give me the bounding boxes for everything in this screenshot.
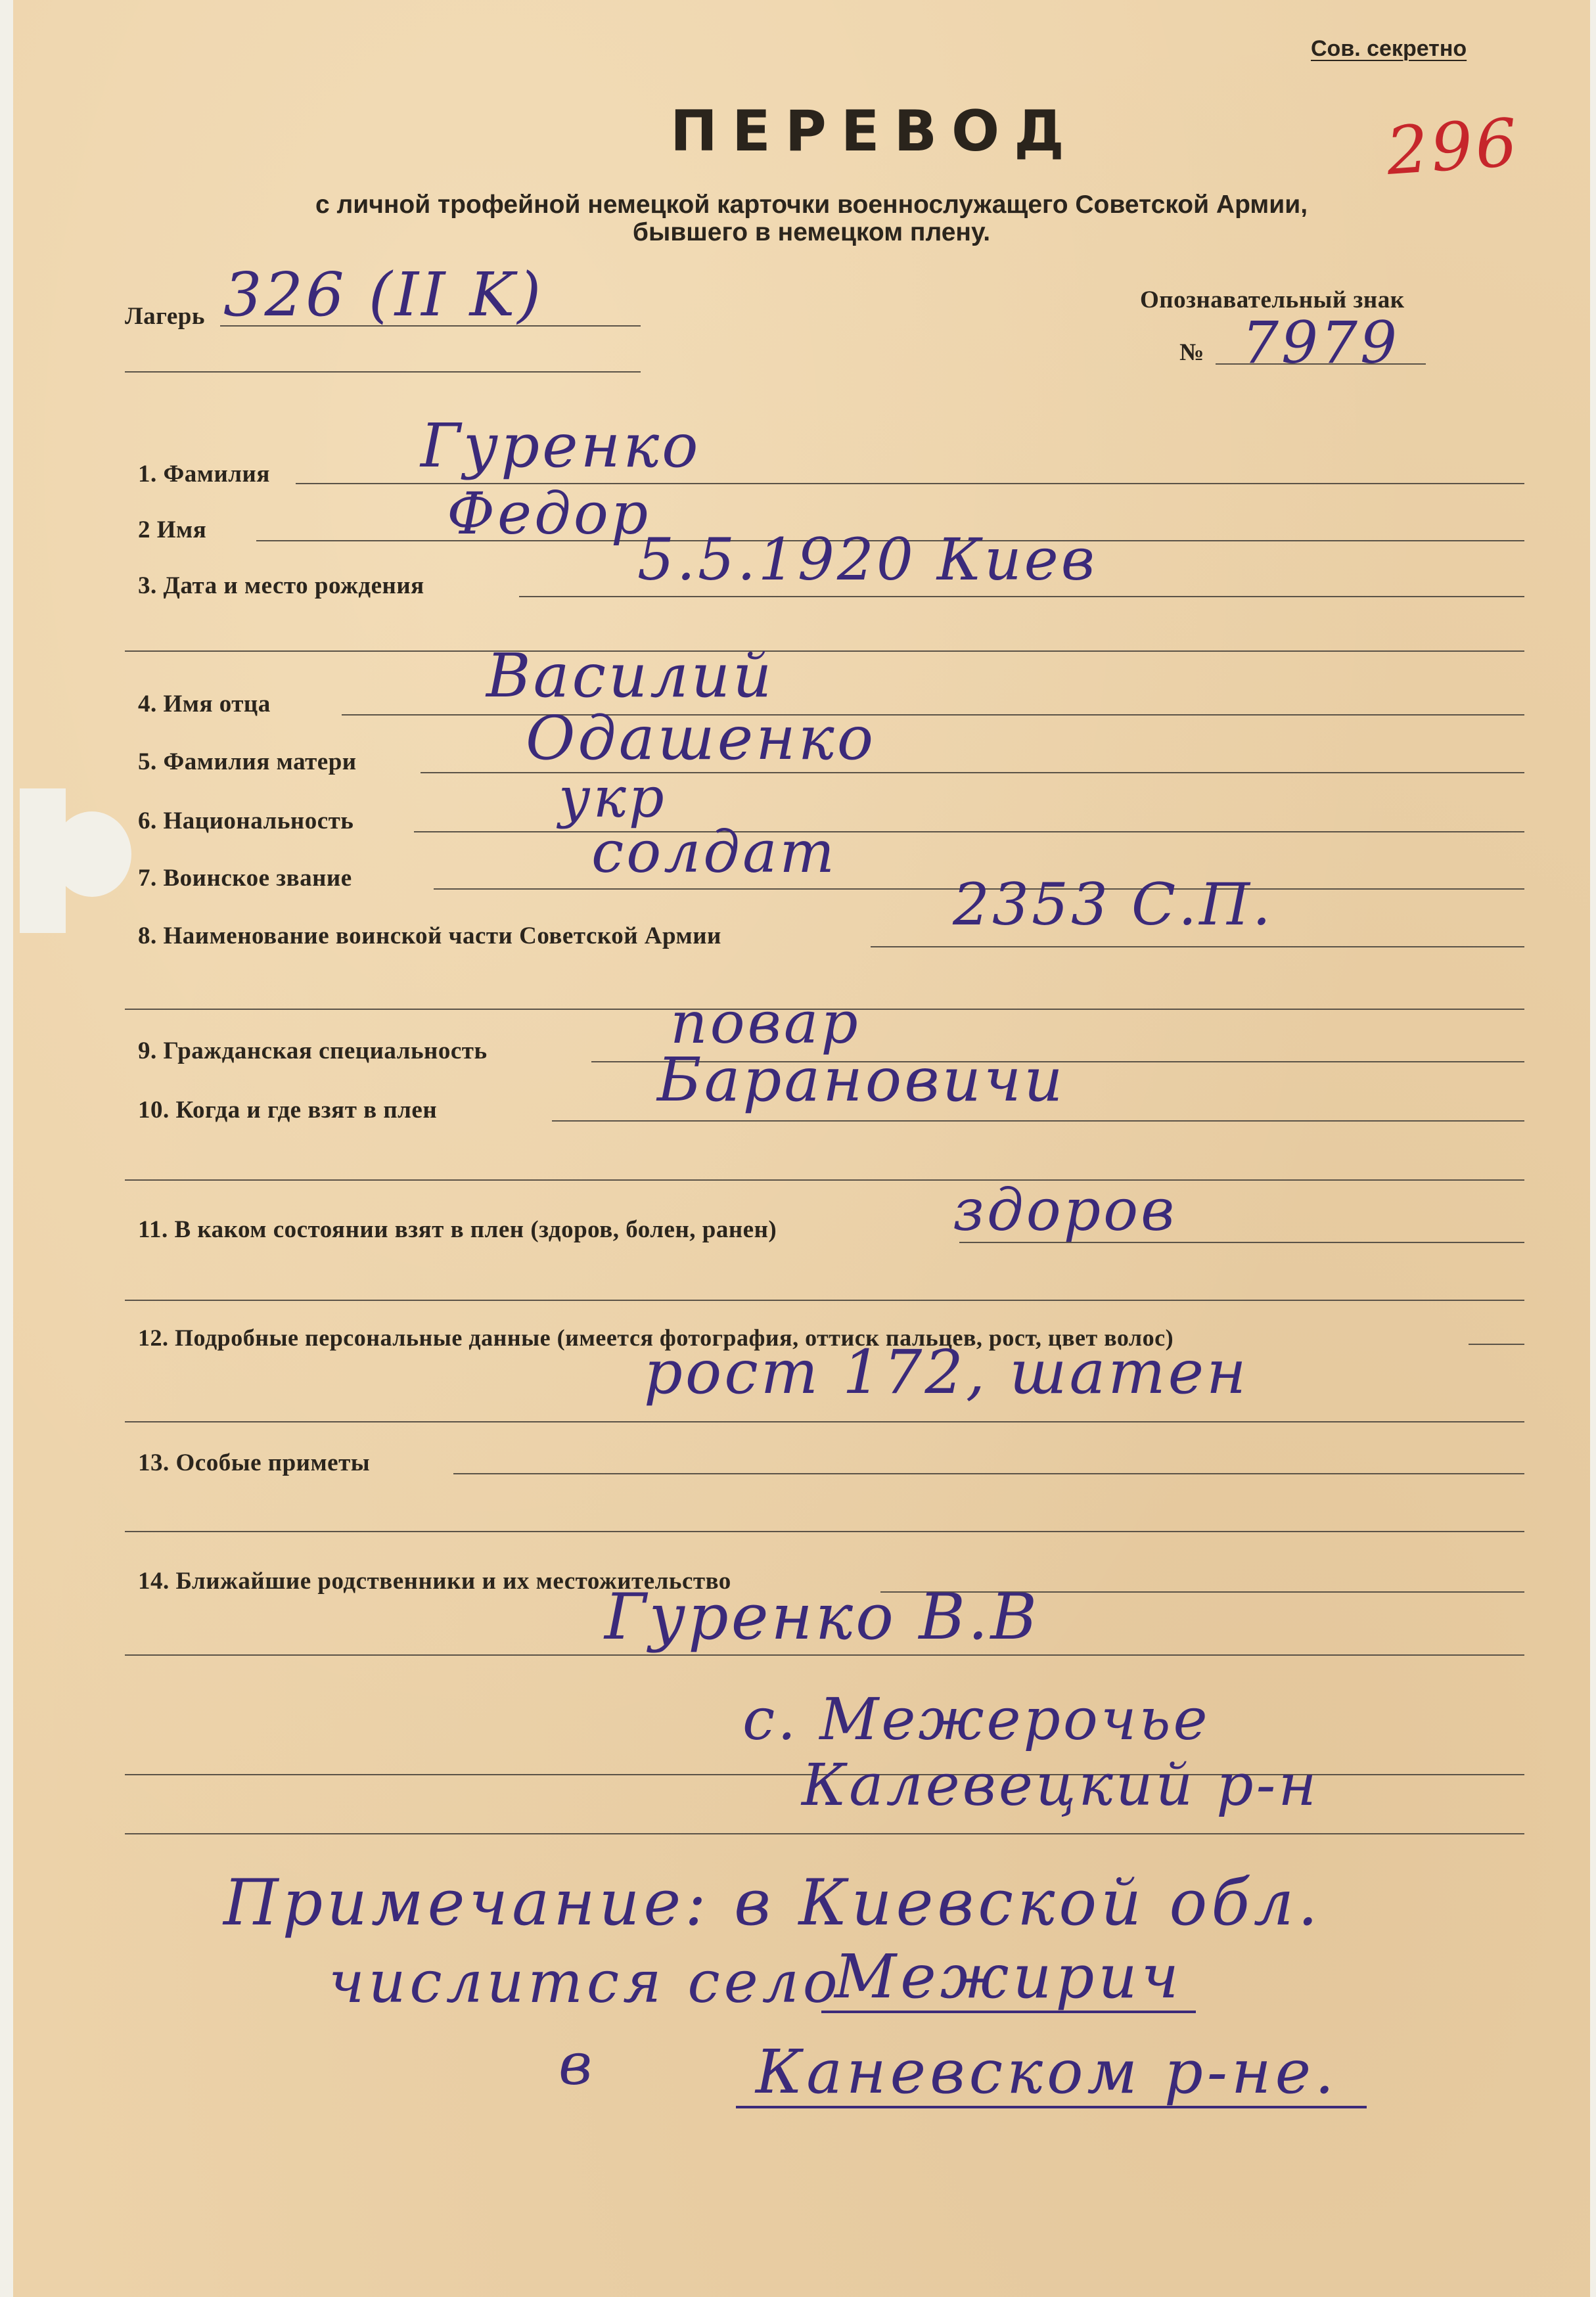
field-5-value: Одашенко <box>526 703 877 773</box>
field-10-rule <box>552 1120 1524 1122</box>
field-4-rule <box>342 714 1524 716</box>
document-sheet <box>13 0 1590 2297</box>
field-6-rule <box>414 831 1524 832</box>
relative-address-line2: Калевецкий р-н <box>802 1751 1319 1819</box>
field-9-value: повар <box>670 989 861 1057</box>
field-14-value: Гуренко В.В <box>604 1580 1039 1654</box>
field-12-label: 12. Подробные персональные данные (имеется фотография, оттиск пальцев, рост, цвет волос) <box>138 1325 1174 1351</box>
field-10-label: 10. Когда и где взят в плен <box>138 1097 438 1124</box>
field-14-rule-2 <box>125 1654 1524 1656</box>
camp-value: 326 (II K) <box>223 260 544 330</box>
field-13-label: 13. Особые приметы <box>138 1449 371 1476</box>
classification-stamp: Сов. секретно <box>1311 36 1467 61</box>
field-8-label: 8. Наименование воинской части Советской Армии <box>138 922 721 949</box>
camp-rule-2 <box>125 371 641 373</box>
document-subtitle-line1: с личной трофейной немецкой карточки военнослужащего Советской Армии, <box>315 191 1308 219</box>
field-8-value: 2353 С.П. <box>953 871 1273 938</box>
punch-hole <box>53 811 131 897</box>
note-line1: Примечание: в Киевской обл. <box>223 1866 1322 1940</box>
field-7-label: 7. Воинское звание <box>138 865 352 892</box>
field-3-rule-2 <box>125 650 1524 652</box>
field-2-value: Федор <box>447 480 651 547</box>
field-9-label: 9. Гражданская специальность <box>138 1037 488 1064</box>
field-11-value: здоров <box>953 1176 1177 1244</box>
field-11-rule-2 <box>125 1300 1524 1301</box>
field-6-label: 6. Национальность <box>138 807 354 834</box>
field-14-label: 14. Ближайшие родственники и их местожительство <box>138 1568 731 1595</box>
note-line2-village: Межирич <box>834 1942 1183 2012</box>
document-subtitle-line2: бывшего в немецком плену. <box>632 218 991 246</box>
identity-tag-value: 7979 <box>1242 309 1400 376</box>
field-4-label: 4. Имя отца <box>138 691 271 717</box>
field-6-value: укр <box>559 765 667 830</box>
field-12-rule-2 <box>125 1421 1524 1422</box>
field-10-rule-2 <box>125 1179 1524 1181</box>
relative-address-line1: с. Межерочье <box>742 1685 1210 1753</box>
field-12-value: рост 172, шатен <box>644 1337 1249 1407</box>
field-4-value: Василий <box>486 641 775 711</box>
field-5-label: 5. Фамилия матери <box>138 748 357 775</box>
field-13-rule-2 <box>125 1531 1524 1532</box>
field-2-label: 2 Имя <box>138 516 207 543</box>
field-3-value: 5.5.1920 Киев <box>637 526 1097 593</box>
field-13-rule <box>453 1473 1524 1474</box>
field-1-label: 1. Фамилия <box>138 461 270 488</box>
note-line3-district: Каневском р-не. <box>756 2037 1338 2107</box>
note-line3-prefix: в <box>559 2030 595 2098</box>
field-1-value: Гуренко <box>421 411 701 481</box>
field-3-rule <box>519 596 1524 597</box>
field-8-rule <box>871 946 1524 947</box>
note-line2-prefix: числится село <box>329 1948 842 2016</box>
field-11-label: 11. В каком состоянии взят в плен (здоров, болен, ранен) <box>138 1216 777 1243</box>
note-district-underline <box>736 2106 1367 2108</box>
field-12-rule <box>1469 1344 1524 1345</box>
camp-label: Лагерь <box>125 303 205 330</box>
identity-tag-number-sign: № <box>1179 339 1204 366</box>
field-3-label: 3. Дата и место рождения <box>138 572 424 599</box>
field-7-value: солдат <box>591 818 837 886</box>
document-title: ПЕРЕВОД <box>670 99 1079 164</box>
identity-tag-label: Опознавательный знак <box>1140 286 1405 313</box>
registration-number: 296 <box>1384 104 1522 190</box>
field-10-value: Барановичи <box>657 1045 1066 1115</box>
note-village-underline <box>821 2011 1196 2013</box>
address-rule-2 <box>125 1833 1524 1834</box>
